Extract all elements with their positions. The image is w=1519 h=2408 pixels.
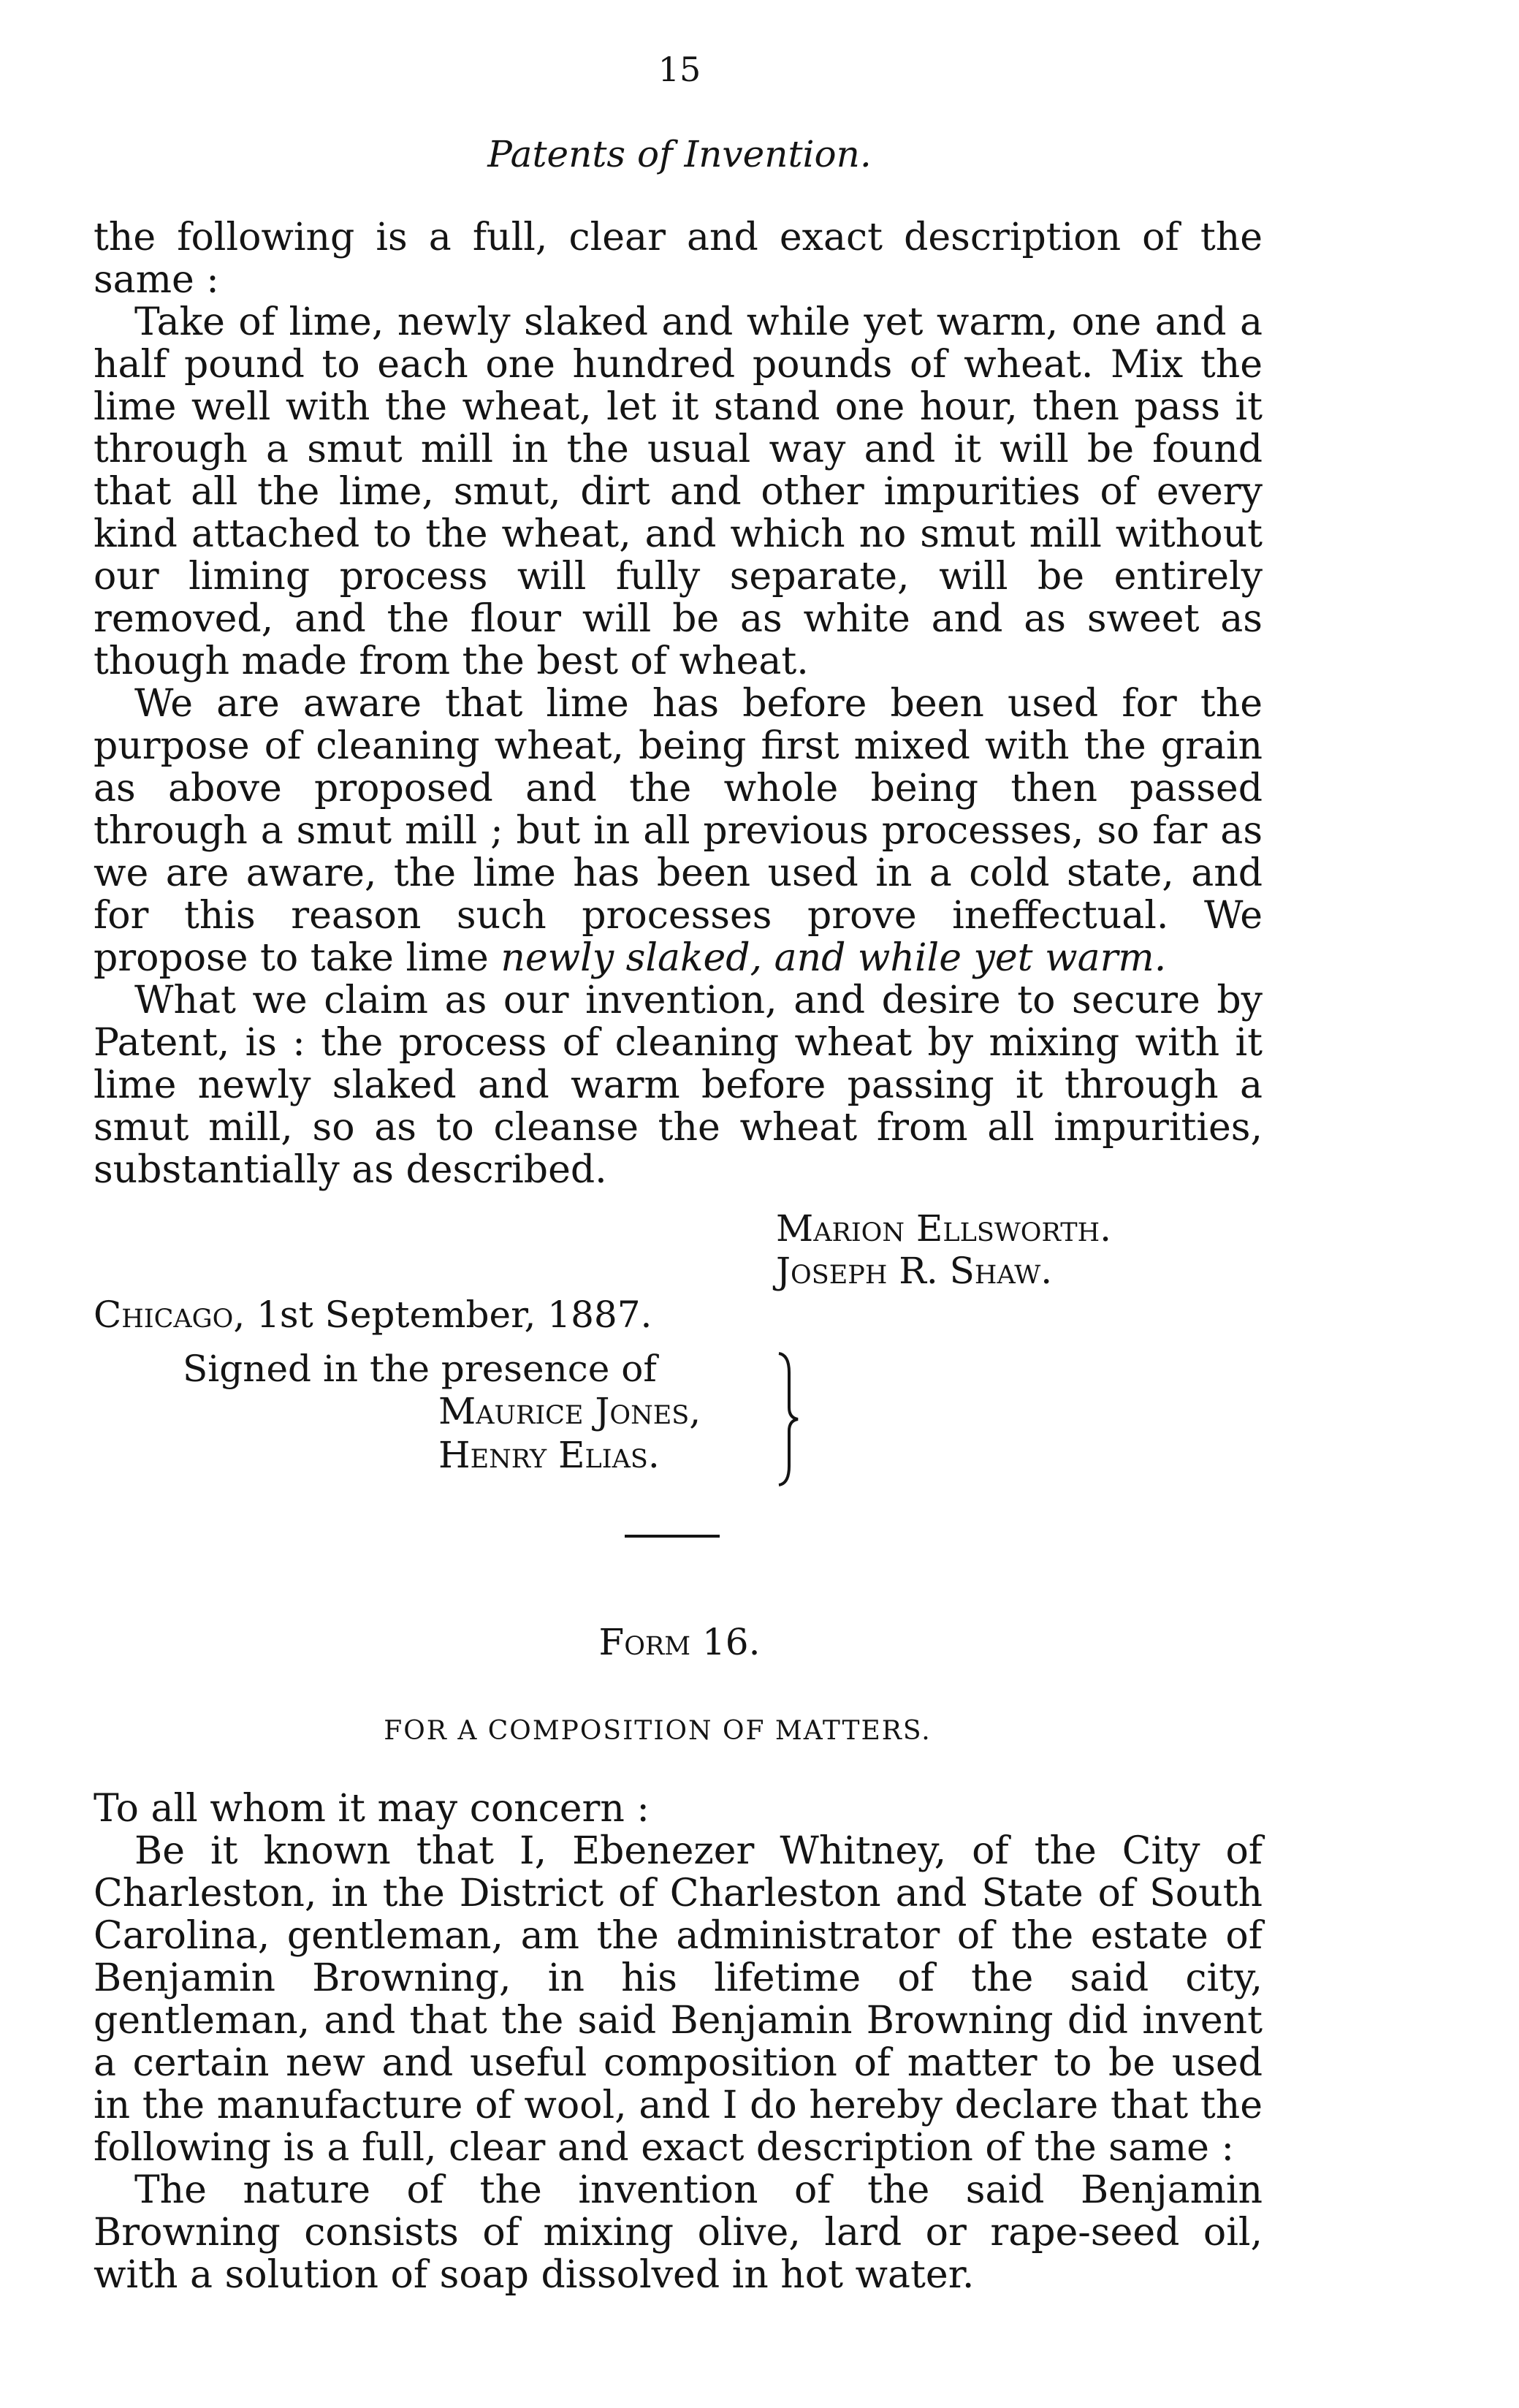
date: 1st September, 1887. bbox=[245, 1294, 652, 1336]
witness-2: Henry Elias. bbox=[438, 1434, 660, 1476]
paragraph-1: the following is a full, clear and exact description of the same : bbox=[94, 216, 1263, 302]
form-paragraph-2: The nature of the invention of the said Benjamin Browning consists of mixing olive, lard or rape-seed oil, with a solution of soap dissolved in hot water. bbox=[94, 2168, 1263, 2297]
body-text bbox=[94, 216, 1263, 1191]
page-number: 15 bbox=[658, 50, 701, 89]
signer-2: Joseph R. Shaw. bbox=[776, 1250, 1053, 1292]
salutation: To all whom it may concern : bbox=[94, 1787, 650, 1831]
witness-1: Maurice Jones, bbox=[438, 1390, 701, 1432]
paragraph-3-italic: newly slaked, and while yet warm. bbox=[500, 936, 1167, 980]
form-body bbox=[94, 1788, 1263, 2296]
form-title: Form 16. bbox=[598, 1621, 761, 1663]
section-divider bbox=[625, 1535, 720, 1538]
signed-in-presence: Signed in the presence of bbox=[183, 1348, 657, 1390]
form-paragraph-1: Be it known that I, Ebenezer Whitney, of the City of Charleston, in the District of Charleston and State of South Carolina, gentleman, am the administrator of the estate of Benjamin Browning, in his lifetime of the said city, gentleman, and that the said Benjamin Browning did invent a certain new and useful composition of matter to be used in the manufacture of wool, and I do hereby declare that the following is a full, clear and exact description of the same : bbox=[94, 1829, 1263, 2170]
paragraph-3 bbox=[94, 683, 1263, 979]
place-name: Chicago, bbox=[94, 1294, 245, 1336]
paragraph-2: Take of lime, newly slaked and while yet warm, one and a half pound to each one hundred pounds of wheat. Mix the lime well with the wheat, let it stand one hour, then pass it through a smut mill in the usual way and it will be found that all the lime, smut, dirt and other impurities of every kind attached to the wheat, and which no smut mill without our liming process will fully separate, will be entirely removed, and the flour will be as white and as sweet as though made from the best of wheat. bbox=[94, 300, 1263, 683]
witness-brace bbox=[773, 1351, 802, 1488]
place-date bbox=[94, 1294, 652, 1336]
signer-1: Marion Ellsworth. bbox=[776, 1207, 1111, 1250]
paragraph-4: What we claim as our invention, and desire to secure by Patent, is : the process of cleaning wheat by mixing with it lime newly slaked and warm before passing it through a smut mill, so as to cleanse the wheat from all impurities, substantially as described. bbox=[94, 979, 1263, 1192]
form-subtitle: FOR A COMPOSITION OF MATTERS. bbox=[384, 1716, 932, 1746]
running-head: Patents of Invention. bbox=[487, 133, 872, 175]
paragraph-3-text: We are aware that lime has before been used for the purpose of cleaning wheat, being first mixed with the grain as above proposed and the whole being then passed through a smut mill ; but in all previous processes, so far as we are aware, the lime has been used in a cold state, and for this reason such processes prove ineffectual. We propose to take lime bbox=[94, 682, 1263, 980]
